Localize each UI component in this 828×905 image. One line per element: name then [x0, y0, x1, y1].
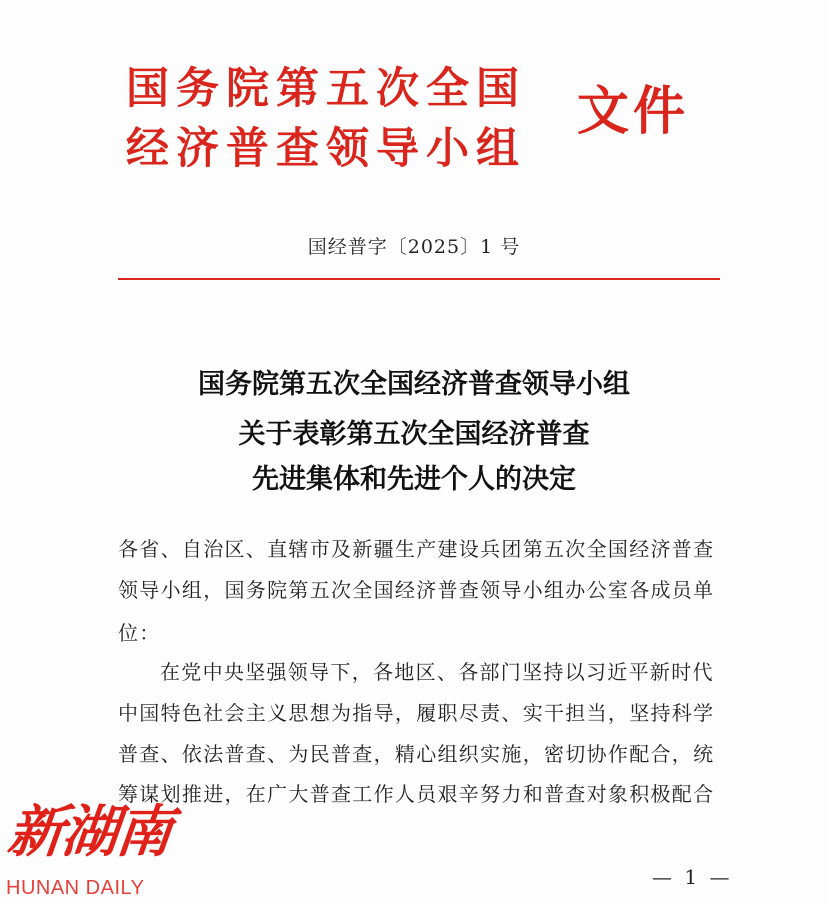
body-line-1: 各省、自治区、直辖市及新疆生产建设兵团第五次全国经济普查: [118, 537, 715, 561]
body-line-7: 筹谋划推进，在广大普查工作人员艰辛努力和普查对象积极配合: [118, 782, 715, 806]
body-line-3: 位：: [118, 621, 161, 645]
hunan-daily-watermark-logo: [2, 800, 174, 905]
body-line-6: 普查、依法普查、为民普查，精心组织实施，密切协作配合，统: [118, 742, 715, 766]
red-separator-line: [118, 278, 720, 280]
body-line-5: 中国特色社会主义思想为指导，履职尽责、实干担当，坚持科学: [118, 701, 715, 725]
body-line-2: 领导小组，国务院第五次全国经济普查领导小组办公室各成员单: [118, 578, 715, 602]
document-title-line-1: 国务院第五次全国经济普查领导小组: [198, 369, 630, 400]
page-number: — 1 —: [652, 865, 733, 889]
document-title-line-2: 关于表彰第五次全国经济普查: [238, 419, 590, 450]
letterhead-line-2: 经济普查领导小组: [126, 124, 526, 174]
document-number: 国经普字〔2025〕1 号: [307, 236, 521, 258]
letterhead-line-1: 国务院第五次全国: [126, 64, 526, 114]
body-line-4: 在党中央坚强领导下，各地区、各部门坚持以习近平新时代: [160, 660, 714, 684]
watermark-mark: 新湖南: [4, 800, 174, 865]
watermark-subtitle: HUNAN DAILY: [6, 877, 145, 899]
letterhead-suffix: 文件: [577, 82, 690, 142]
document-title-line-3: 先进集体和先进个人的决定: [252, 464, 576, 495]
